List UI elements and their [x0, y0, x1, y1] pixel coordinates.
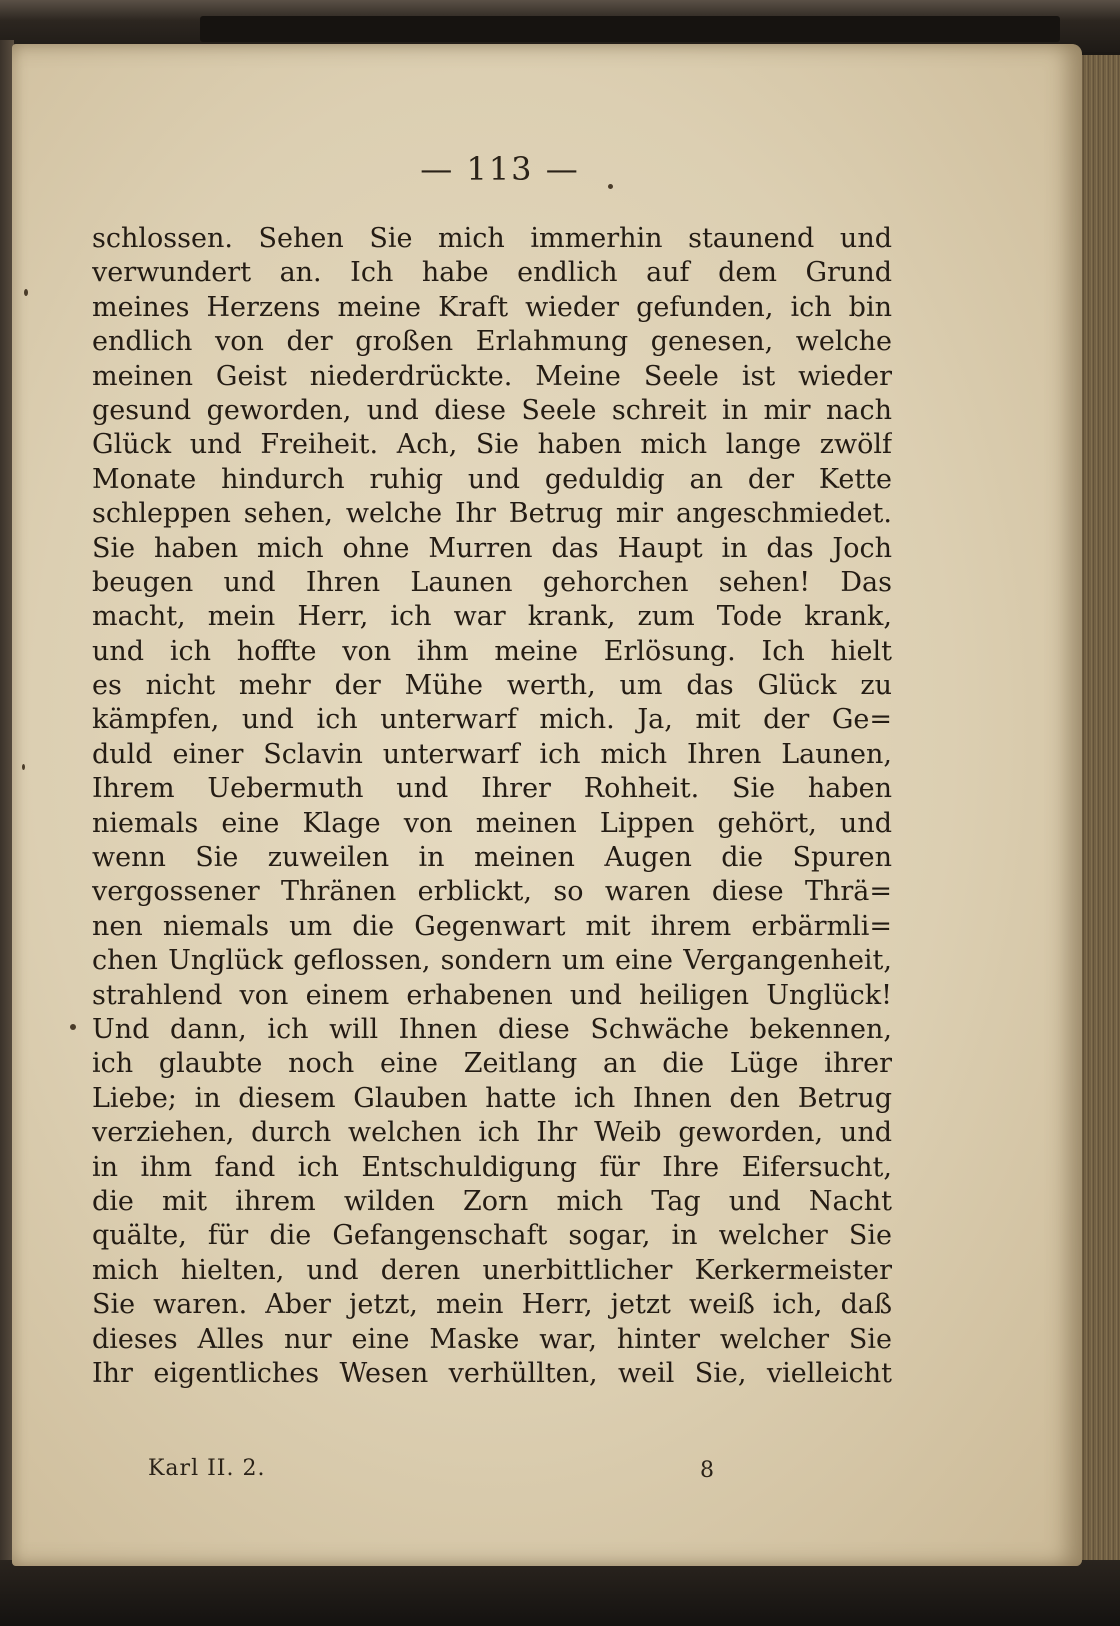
text-line: die mit ihrem wilden Zorn mich Tag und Nacht	[92, 1185, 892, 1217]
body-text	[92, 222, 892, 1391]
text-line: verziehen, durch welchen ich Ihr Weib geworden, und	[92, 1117, 892, 1149]
page-number: — 113 —	[420, 150, 580, 188]
text-line: kämpfen, und ich unterwarf mich. Ja, mit der Ge=	[92, 704, 892, 736]
text-line: niemals eine Klage von meinen Lippen gehört, und	[92, 807, 892, 839]
text-line: dieses Alles nur eine Maske war, hinter welcher Sie	[92, 1323, 892, 1355]
text-line: beugen und Ihren Launen gehorchen sehen! Das	[92, 566, 892, 598]
text-line: Sie haben mich ohne Murren das Haupt in das Joch	[92, 532, 892, 564]
text-line: macht, mein Herr, ich war krank, zum Tode krank,	[92, 601, 892, 633]
text-line: quälte, für die Gefangenschaft sogar, in welcher Sie	[92, 1220, 892, 1252]
text-line: Ihr eigentliches Wesen verhüllten, weil Sie, vielleicht	[92, 1357, 892, 1389]
text-line: meinen Geist niederdrückte. Meine Seele ist wieder	[92, 360, 892, 392]
text-line: chen Unglück geflossen, sondern um eine Vergangenheit,	[92, 945, 892, 977]
text-line: und ich hoffte von ihm meine Erlösung. Ich hielt	[92, 635, 892, 667]
text-line: verwundert an. Ich habe endlich auf dem Grund	[92, 257, 892, 289]
text-line: schlossen. Sehen Sie mich immerhin staunend und	[92, 223, 892, 254]
text-line: Und dann, ich will Ihnen diese Schwäche bekennen,	[92, 1013, 892, 1045]
footer-signature: Karl II. 2.	[148, 1456, 266, 1481]
text-line: Liebe; in diesem Glauben hatte ich Ihnen den Betrug	[92, 1082, 892, 1114]
text-line: duld einer Sclavin unterwarf ich mich Ihren Launen,	[92, 738, 892, 770]
text-line: schleppen sehen, welche Ihr Betrug mir angeschmiedet.	[92, 498, 892, 530]
text-line: Sie waren. Aber jetzt, mein Herr, jetzt weiß ich, daß	[92, 1289, 892, 1321]
book-cover-bottom	[0, 1560, 1120, 1626]
footer-sheet-number: 8	[700, 1458, 714, 1483]
text-line: nen niemals um die Gegenwart mit ihrem erbärmli=	[92, 910, 892, 942]
text-line: vergossener Thränen erblickt, so waren diese Thrä=	[92, 876, 892, 908]
text-line: strahlend von einem erhabenen und heiligen Unglück!	[92, 979, 892, 1011]
text-line: Glück und Freiheit. Ach, Sie haben mich lange zwölf	[92, 429, 892, 461]
text-line: gesund geworden, und diese Seele schreit in mir nach	[92, 394, 892, 426]
text-line: wenn Sie zuweilen in meinen Augen die Spuren	[92, 842, 892, 874]
text-line: es nicht mehr der Mühe werth, um das Glück zu	[92, 670, 892, 702]
text-line: in ihm fand ich Entschuldigung für Ihre Eifersucht,	[92, 1151, 892, 1183]
page-edges	[1080, 55, 1120, 1560]
text-line: Monate hindurch ruhig und geduldig an der Kette	[92, 463, 892, 495]
text-line: meines Herzens meine Kraft wieder gefunden, ich bin	[92, 291, 892, 323]
text-line: endlich von der großen Erlahmung genesen, welche	[92, 326, 892, 358]
text-line: ich glaubte noch eine Zeitlang an die Lüge ihrer	[92, 1048, 892, 1080]
text-line: Ihrem Uebermuth und Ihrer Rohheit. Sie haben	[92, 773, 892, 805]
text-line: mich hielten, und deren unerbittlicher Kerkermeister	[92, 1254, 892, 1286]
